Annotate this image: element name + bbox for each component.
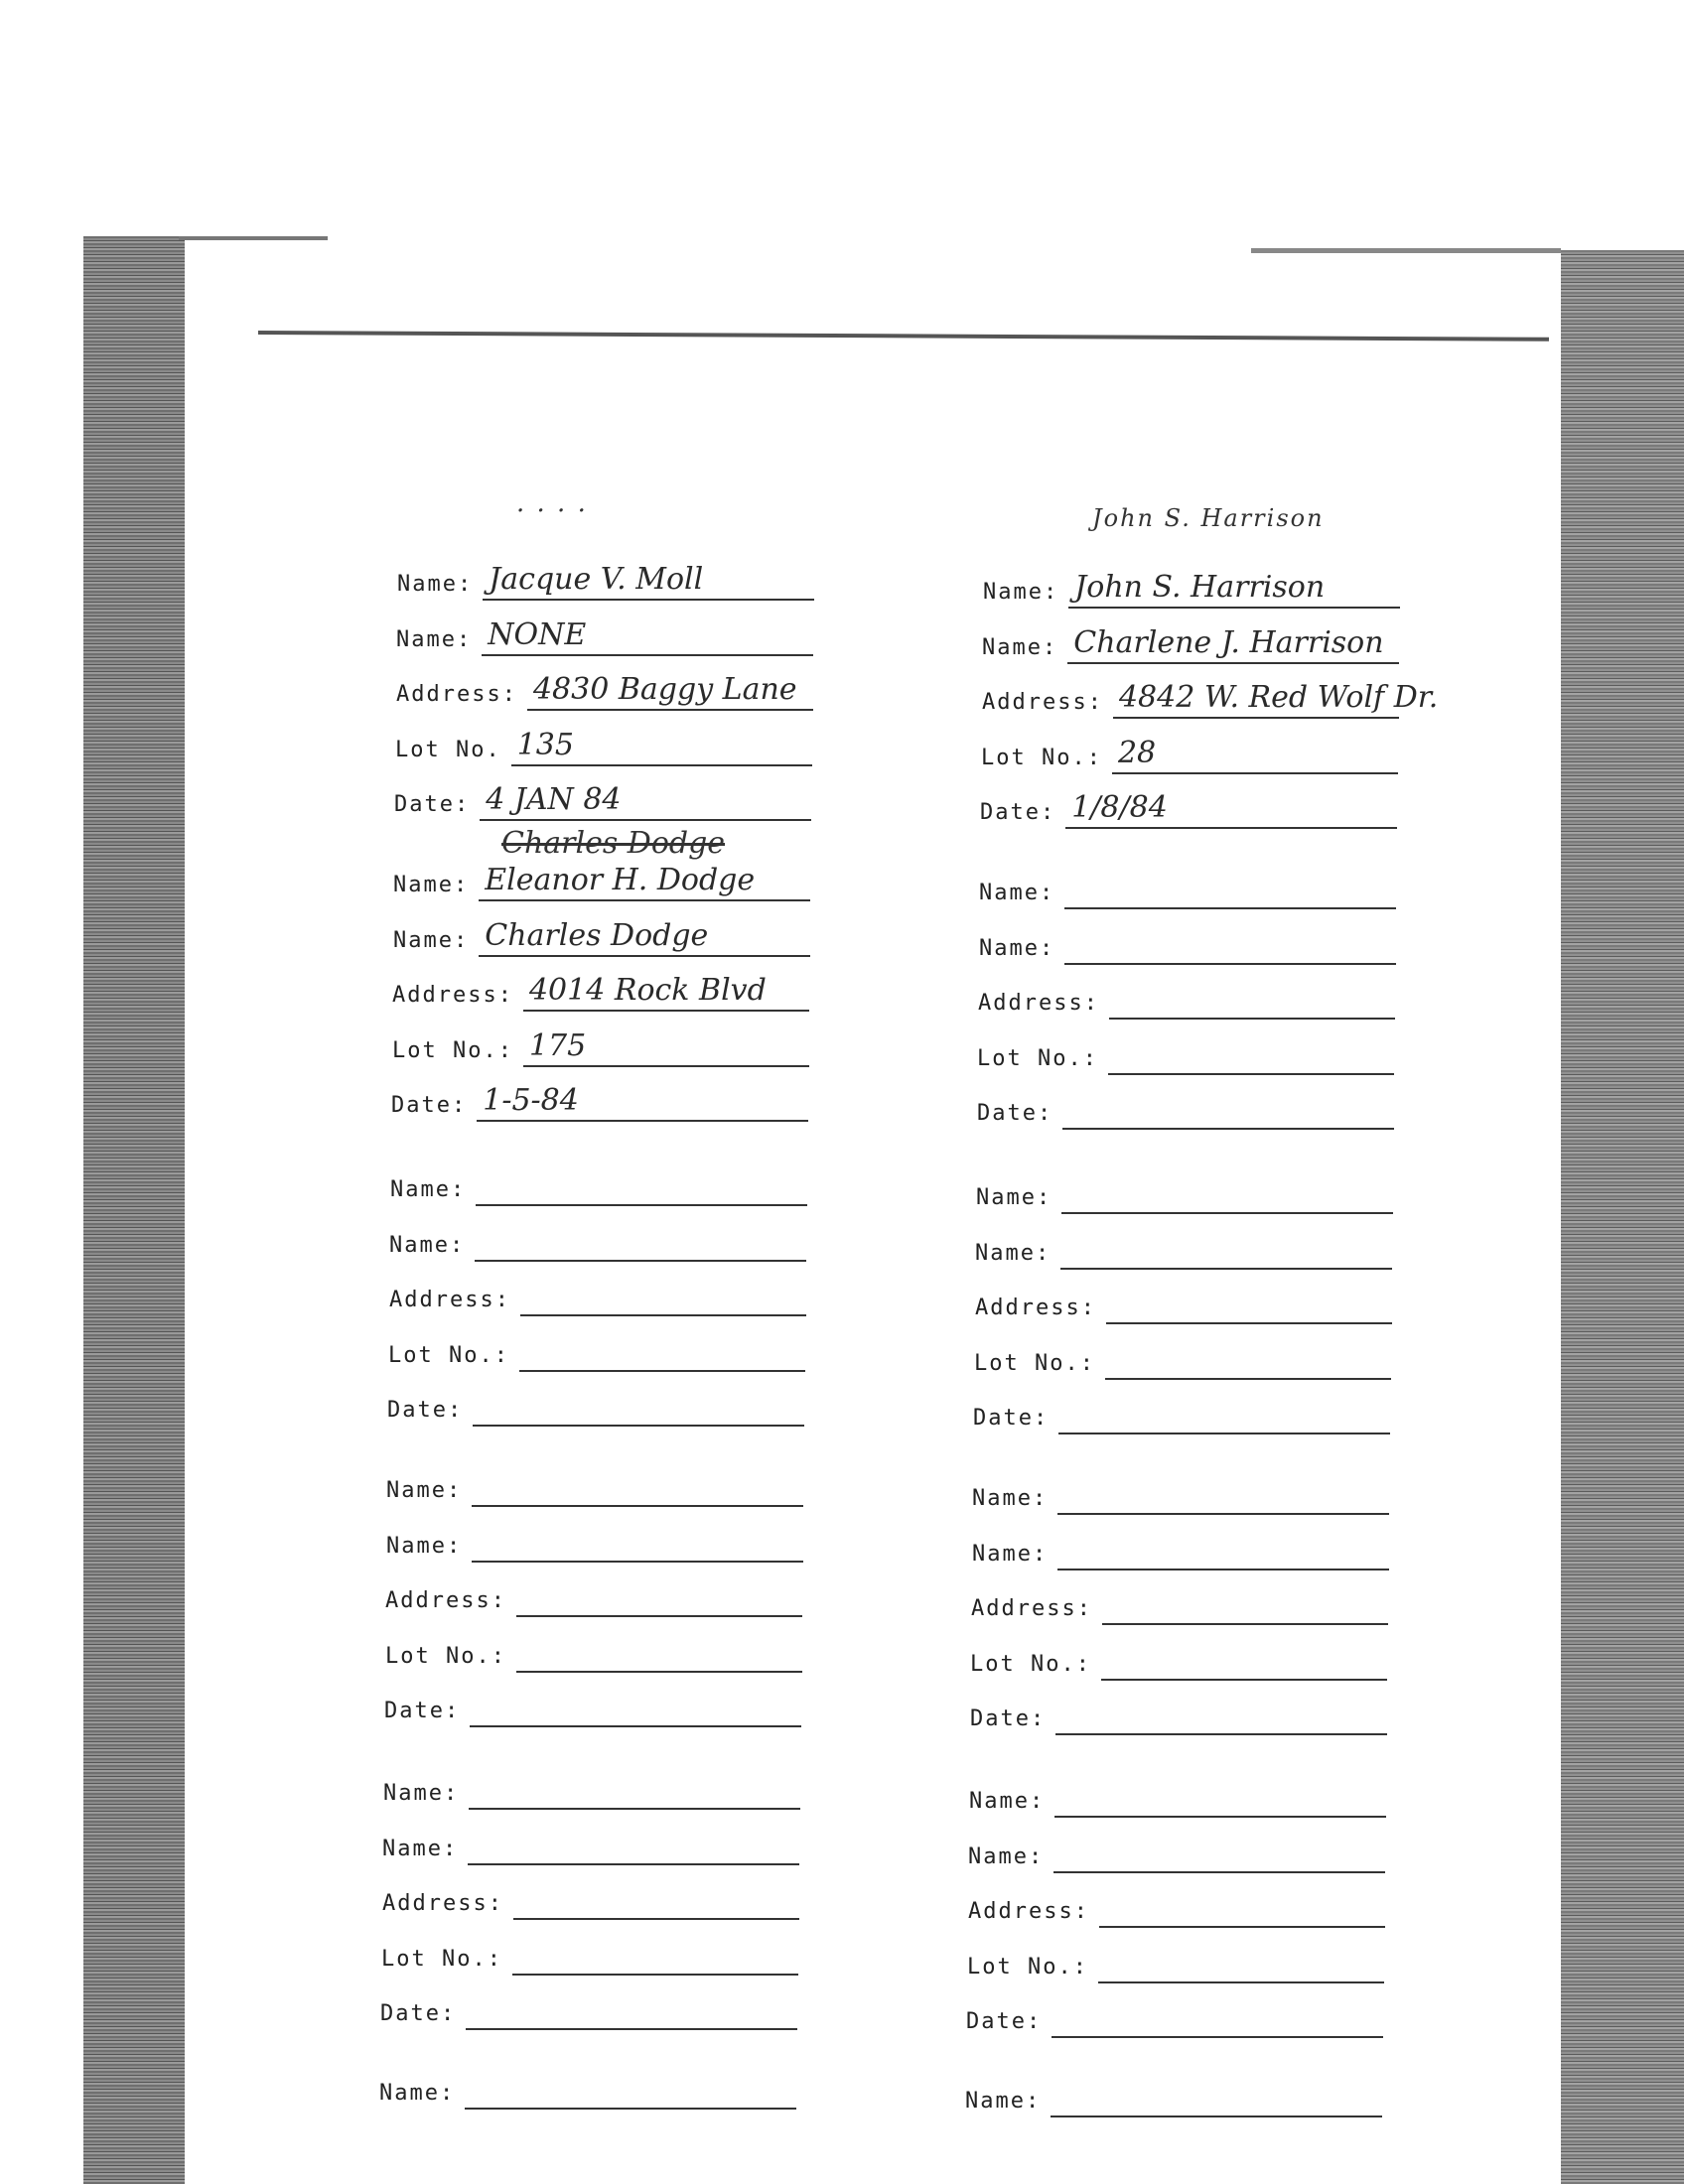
left-date-field-2[interactable] [391, 1082, 808, 1122]
right-second-name-field-5[interactable] [968, 1834, 1385, 1873]
fill-line[interactable] [1102, 1589, 1388, 1625]
fill-line[interactable] [520, 1281, 806, 1316]
fill-line[interactable] [479, 863, 810, 901]
fill-line[interactable] [1057, 1535, 1389, 1570]
field-label: Name: [976, 1185, 1052, 1210]
right-lot-no-field-3[interactable] [974, 1340, 1391, 1380]
right-name-field-4[interactable] [972, 1475, 1389, 1515]
left-name-field-1[interactable] [397, 561, 814, 601]
field-label: Name: [975, 1240, 1052, 1266]
right-date-field-4[interactable] [970, 1696, 1387, 1735]
field-label: Name: [386, 1478, 463, 1503]
handwritten-entry: Charles Dodge [485, 917, 709, 953]
handwritten-entry: 4014 Rock Blvd [528, 973, 767, 1008]
left-address-field-1[interactable] [396, 671, 813, 711]
field-label: Name: [389, 1232, 466, 1258]
handwritten-entry: 175 [528, 1027, 587, 1063]
page-edge-right [1251, 248, 1561, 253]
fill-line[interactable] [1064, 929, 1396, 965]
left-address-field-5[interactable] [382, 1880, 799, 1920]
fill-line[interactable] [470, 1692, 801, 1727]
field-label: Date: [977, 1101, 1053, 1126]
field-label: Lot No.: [981, 745, 1102, 770]
fill-line[interactable] [1057, 1479, 1389, 1515]
right-name-field-2[interactable] [979, 870, 1396, 909]
left-lot-no-field-3[interactable] [388, 1332, 805, 1372]
fill-line[interactable] [523, 973, 809, 1012]
left-date-field-3[interactable] [387, 1387, 804, 1427]
field-label: Name: [393, 927, 470, 953]
fill-line[interactable] [1105, 1344, 1391, 1380]
field-label: Name: [968, 1843, 1045, 1869]
fill-line[interactable] [511, 727, 812, 766]
field-label: Date: [970, 1706, 1047, 1731]
fill-line[interactable] [479, 917, 810, 957]
handwritten-entry: NONE [488, 616, 587, 652]
right-name-field-3[interactable] [976, 1174, 1393, 1214]
handwritten-entry: 4 JAN 84 [486, 782, 622, 817]
fill-line[interactable] [468, 1830, 799, 1865]
left-lot-no-field-4[interactable] [385, 1633, 802, 1673]
field-label: Lot No.: [388, 1342, 509, 1368]
handwritten-entry: 135 [516, 727, 574, 762]
fill-line[interactable] [469, 1774, 800, 1810]
fill-line[interactable] [473, 1391, 804, 1427]
left-lot-no-field-5[interactable] [381, 1936, 798, 1976]
field-label: Lot No.: [967, 1954, 1088, 1979]
right-name-field-6[interactable] [965, 2078, 1382, 2117]
left-lot-no-field-2[interactable] [392, 1027, 809, 1067]
field-label: Address: [968, 1899, 1089, 1924]
fill-line[interactable] [1051, 2082, 1382, 2117]
fill-line[interactable] [1113, 680, 1439, 719]
fill-line[interactable] [523, 1027, 809, 1067]
field-label: Date: [973, 1406, 1050, 1431]
right-lot-no-field-5[interactable] [967, 1944, 1384, 1983]
fill-line[interactable] [1064, 874, 1396, 909]
fill-line[interactable] [465, 2074, 796, 2110]
fill-line[interactable] [512, 1940, 798, 1976]
right-address-field-1[interactable] [982, 679, 1439, 719]
field-label: Name: [390, 1177, 467, 1202]
field-label: Date: [384, 1699, 461, 1723]
handwritten-entry: Jacque V. Moll [489, 562, 704, 597]
handwritten-entry: 1/8/84 [1071, 790, 1168, 825]
left-second-name-field-2[interactable] [393, 917, 810, 957]
handwritten-entry: 4830 Baggy Lane [532, 672, 797, 707]
field-label: Name: [965, 2089, 1042, 2114]
fill-line[interactable] [1058, 1399, 1390, 1434]
fill-line[interactable] [466, 1994, 797, 2030]
left-address-field-2[interactable] [392, 972, 809, 1012]
field-label: Name: [386, 1533, 463, 1559]
field-label: Address: [971, 1596, 1092, 1621]
handwritten-entry: 28 [1117, 735, 1157, 770]
fill-line[interactable] [516, 1581, 802, 1617]
fill-line[interactable] [477, 1083, 808, 1122]
fill-line[interactable] [1053, 1838, 1385, 1873]
right-name-field-1[interactable] [983, 569, 1400, 609]
fill-line[interactable] [1052, 2002, 1383, 2038]
left-name-field-6[interactable] [379, 2070, 796, 2110]
right-date-field-2[interactable] [977, 1090, 1394, 1130]
field-label: Name: [382, 1836, 459, 1861]
fill-line[interactable] [1106, 1289, 1392, 1324]
fill-line[interactable] [472, 1527, 803, 1563]
field-label: Address: [382, 1891, 503, 1916]
left-name-field-4[interactable] [386, 1467, 803, 1507]
scan-shadow-left [83, 236, 185, 2184]
field-label: Date: [980, 800, 1056, 825]
fill-line[interactable] [516, 1637, 802, 1673]
fill-line[interactable] [527, 672, 813, 711]
handwritten-entry: 4842 W. Red Wolf Dr. [1118, 680, 1439, 715]
field-label: Date: [387, 1398, 464, 1423]
field-label: Lot No.: [392, 1037, 513, 1063]
scan-shadow-right [1561, 250, 1684, 2184]
right-address-field-2[interactable] [978, 980, 1395, 1020]
right-date-field-3[interactable] [973, 1395, 1390, 1434]
field-label: Address: [978, 991, 1099, 1016]
fill-line[interactable] [1060, 1234, 1392, 1270]
fill-line[interactable] [1065, 790, 1397, 829]
left-date-field-1[interactable] [394, 781, 811, 821]
struck-name: Charles Dodge [501, 826, 726, 861]
field-label: Lot No.: [381, 1946, 502, 1972]
field-label: Lot No.: [977, 1045, 1098, 1071]
fill-line[interactable] [1068, 570, 1400, 609]
fill-line[interactable] [475, 1226, 806, 1262]
top-right-annotation: John S. Harrison [1092, 504, 1325, 532]
field-label: Name: [397, 572, 474, 597]
left-second-name-field-3[interactable] [389, 1222, 806, 1262]
field-label: Name: [982, 634, 1058, 660]
fill-line[interactable] [1067, 624, 1399, 664]
right-name-field-5[interactable] [969, 1778, 1386, 1818]
field-label: Date: [966, 2009, 1043, 2034]
left-second-name-field-5[interactable] [382, 1826, 799, 1865]
fill-line[interactable] [513, 1884, 799, 1920]
left-address-field-4[interactable] [385, 1577, 802, 1617]
right-second-name-field-1[interactable] [982, 624, 1399, 664]
right-second-name-field-3[interactable] [975, 1230, 1392, 1270]
field-label: Address: [392, 983, 513, 1008]
right-second-name-field-2[interactable] [979, 925, 1396, 965]
field-label: Name: [972, 1486, 1049, 1511]
field-label: Name: [979, 935, 1055, 961]
right-address-field-4[interactable] [971, 1585, 1388, 1625]
left-second-name-field-1[interactable] [396, 616, 813, 656]
field-label: Address: [385, 1588, 506, 1613]
field-label: Name: [379, 2081, 456, 2106]
right-date-field-1[interactable] [980, 789, 1397, 829]
field-label: Address: [975, 1296, 1096, 1320]
field-label: Lot No.: [970, 1651, 1091, 1677]
handwritten-entry: Eleanor H. Dodge [485, 863, 756, 897]
handwritten-entry: Charlene J. Harrison [1073, 624, 1384, 660]
left-name-field-2[interactable] [393, 862, 810, 901]
right-lot-no-field-4[interactable] [970, 1641, 1387, 1681]
field-label: Lot No. [395, 737, 501, 762]
field-label: Lot No.: [385, 1643, 506, 1669]
field-label: Date: [391, 1093, 468, 1118]
field-label: Address: [396, 682, 517, 707]
field-label: Name: [383, 1781, 460, 1806]
field-label: Name: [983, 580, 1059, 605]
fill-line[interactable] [1054, 1782, 1386, 1818]
fill-line[interactable] [476, 1170, 807, 1206]
field-label: Date: [380, 2001, 457, 2026]
field-label: Name: [979, 881, 1055, 905]
field-label: Address: [982, 690, 1103, 715]
top-left-annotation: · · · · [516, 496, 588, 526]
fill-line[interactable] [482, 616, 813, 656]
field-label: Date: [394, 792, 471, 817]
fill-line[interactable] [472, 1471, 803, 1507]
fill-line[interactable] [480, 782, 811, 821]
right-second-name-field-4[interactable] [972, 1531, 1389, 1570]
fill-line[interactable] [1099, 1892, 1385, 1928]
fill-line[interactable] [1112, 735, 1398, 774]
handwritten-entry: John S. Harrison [1074, 570, 1326, 605]
fill-line[interactable] [1101, 1645, 1387, 1681]
right-date-field-5[interactable] [966, 1998, 1383, 2038]
field-label: Name: [393, 873, 470, 897]
left-name-field-5[interactable] [383, 1770, 800, 1810]
left-name-field-3[interactable] [390, 1166, 807, 1206]
field-label: Address: [389, 1288, 510, 1312]
left-date-field-4[interactable] [384, 1688, 801, 1727]
field-label: Lot No.: [974, 1350, 1095, 1376]
header-rule [258, 331, 1549, 341]
left-address-field-3[interactable] [389, 1277, 806, 1316]
fill-line[interactable] [1098, 1948, 1384, 1983]
field-label: Name: [396, 626, 473, 652]
field-label: Name: [972, 1541, 1049, 1567]
right-address-field-3[interactable] [975, 1285, 1392, 1324]
fill-line[interactable] [1055, 1700, 1387, 1735]
right-lot-no-field-1[interactable] [981, 735, 1398, 774]
fill-line[interactable] [519, 1336, 805, 1372]
fill-line[interactable] [1061, 1178, 1393, 1214]
right-address-field-5[interactable] [968, 1888, 1385, 1928]
handwritten-entry: 1-5-84 [483, 1083, 579, 1118]
left-lot-no-field-1[interactable] [395, 727, 812, 766]
left-date-field-5[interactable] [380, 1990, 797, 2030]
field-label: Name: [969, 1789, 1046, 1814]
fill-line[interactable] [1109, 984, 1395, 1020]
fill-line[interactable] [1108, 1039, 1394, 1075]
right-lot-no-field-2[interactable] [977, 1035, 1394, 1075]
page-edge-left [179, 236, 328, 240]
fill-line[interactable] [483, 562, 814, 601]
left-second-name-field-4[interactable] [386, 1523, 803, 1563]
fill-line[interactable] [1062, 1094, 1394, 1130]
